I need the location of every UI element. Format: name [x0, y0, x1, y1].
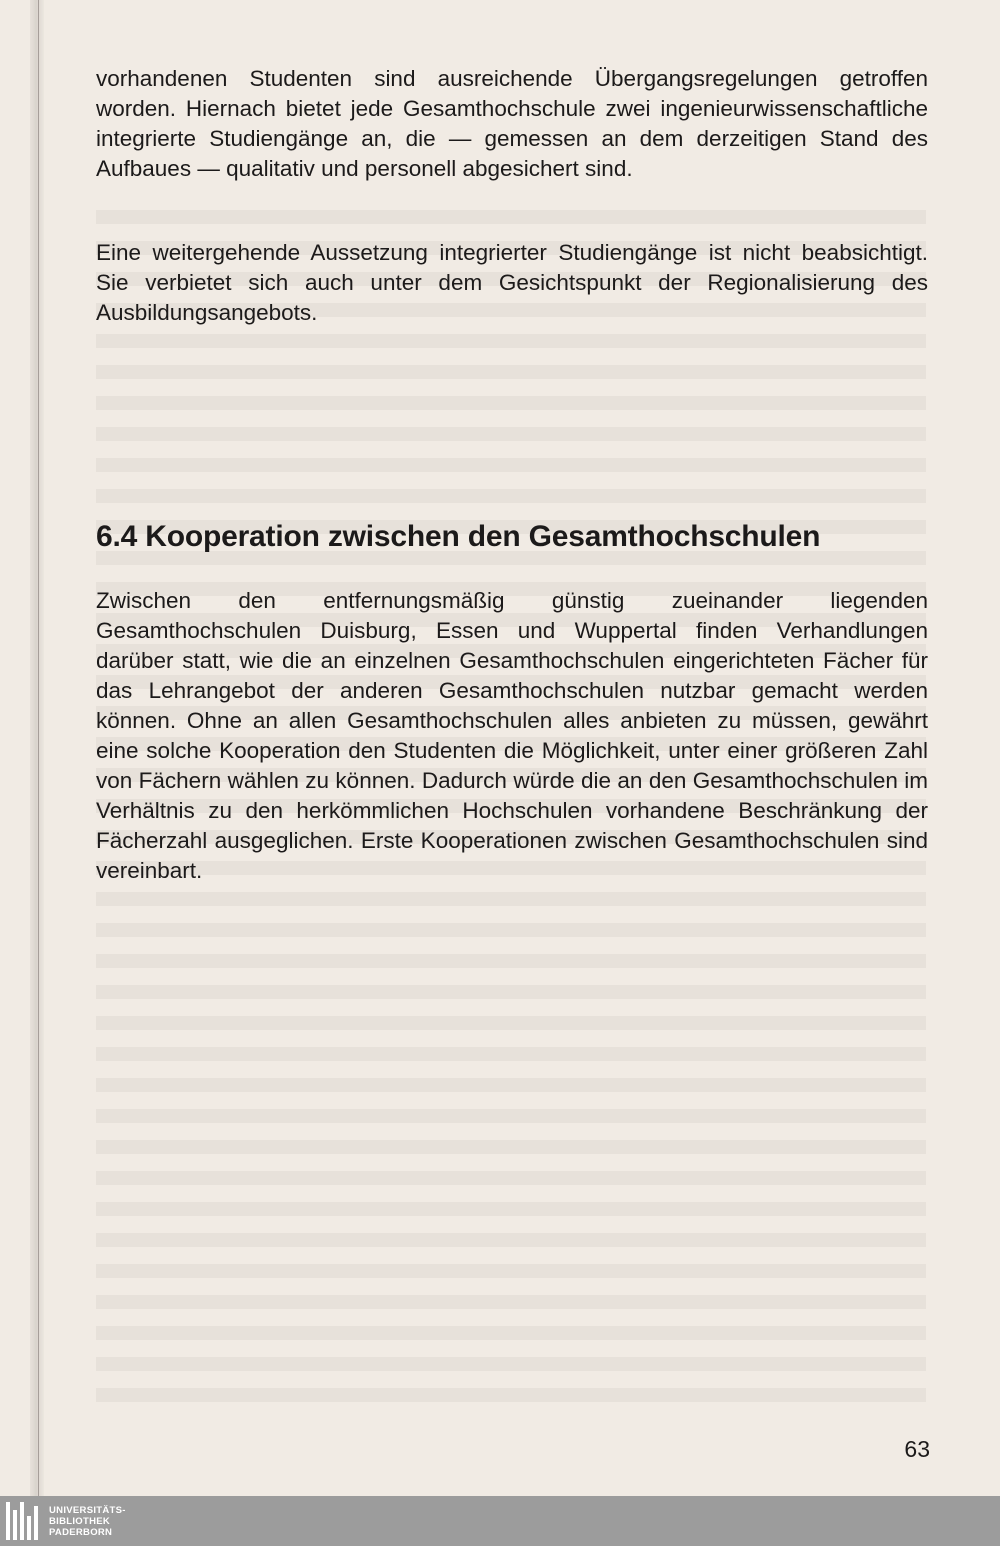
library-logo-icon	[6, 1502, 41, 1540]
library-logo	[6, 1502, 126, 1540]
logo-line-3: PADERBORN	[49, 1526, 113, 1538]
paragraph-cooperation: Zwischen den entfernungsmäßig günstig zueinander liegenden Gesamthochschulen Duisburg, Essen und Wuppertal finden Verhandlungen darüber statt, wie die an einzelnen Gesamthochschulen eingerichteten Fächer für das Lehrangebot der anderen Gesamthochschulen nutzbar gemacht werden können. Ohne an allen Gesamthochschulen alles anbieten zu müssen, gewährt eine solche Kooperation den Studenten die Möglichkeit, unter einer größeren Zahl von Fächern wählen zu können. Dadurch würde die an den Gesamthochschulen im Verhältnis zu den herkömmlichen Hochschulen vorhandene Beschränkung der Fächerzahl ausgeglichen. Erste Kooperationen zwischen Gesamthochschulen sind vereinbart.	[96, 588, 928, 883]
page-fold-line	[38, 0, 39, 1496]
page-number: 63	[904, 1436, 930, 1462]
library-footer-bar	[0, 1496, 1000, 1546]
paragraph-suspension: Eine weitergehende Aussetzung integrierter Studiengänge ist nicht beabsichtigt. Sie verbietet sich auch unter dem Gesichtspunkt der Regionalisierung des Ausbildungsangebots.	[96, 240, 928, 325]
library-logo-text	[49, 1505, 126, 1538]
logo-line-2: BIBLIOTHEK	[49, 1515, 111, 1527]
page-fold-shadow	[30, 0, 44, 1496]
paragraph-transition-rules: vorhandenen Studenten sind ausreichende Übergangsregelungen getroffen worden. Hiernach bietet jede Gesamthochschule zwei ingenieurwissenschaftliche integrierte Studiengänge an, die — gemessen an dem derzeitigen Stand des Aufbaues — qualitativ und personell abgesichert sind.	[96, 66, 928, 181]
logo-line-1: UNIVERSITÄTS-	[49, 1504, 126, 1516]
section-heading: 6.4 Kooperation zwischen den Gesamthochschulen	[96, 520, 821, 553]
